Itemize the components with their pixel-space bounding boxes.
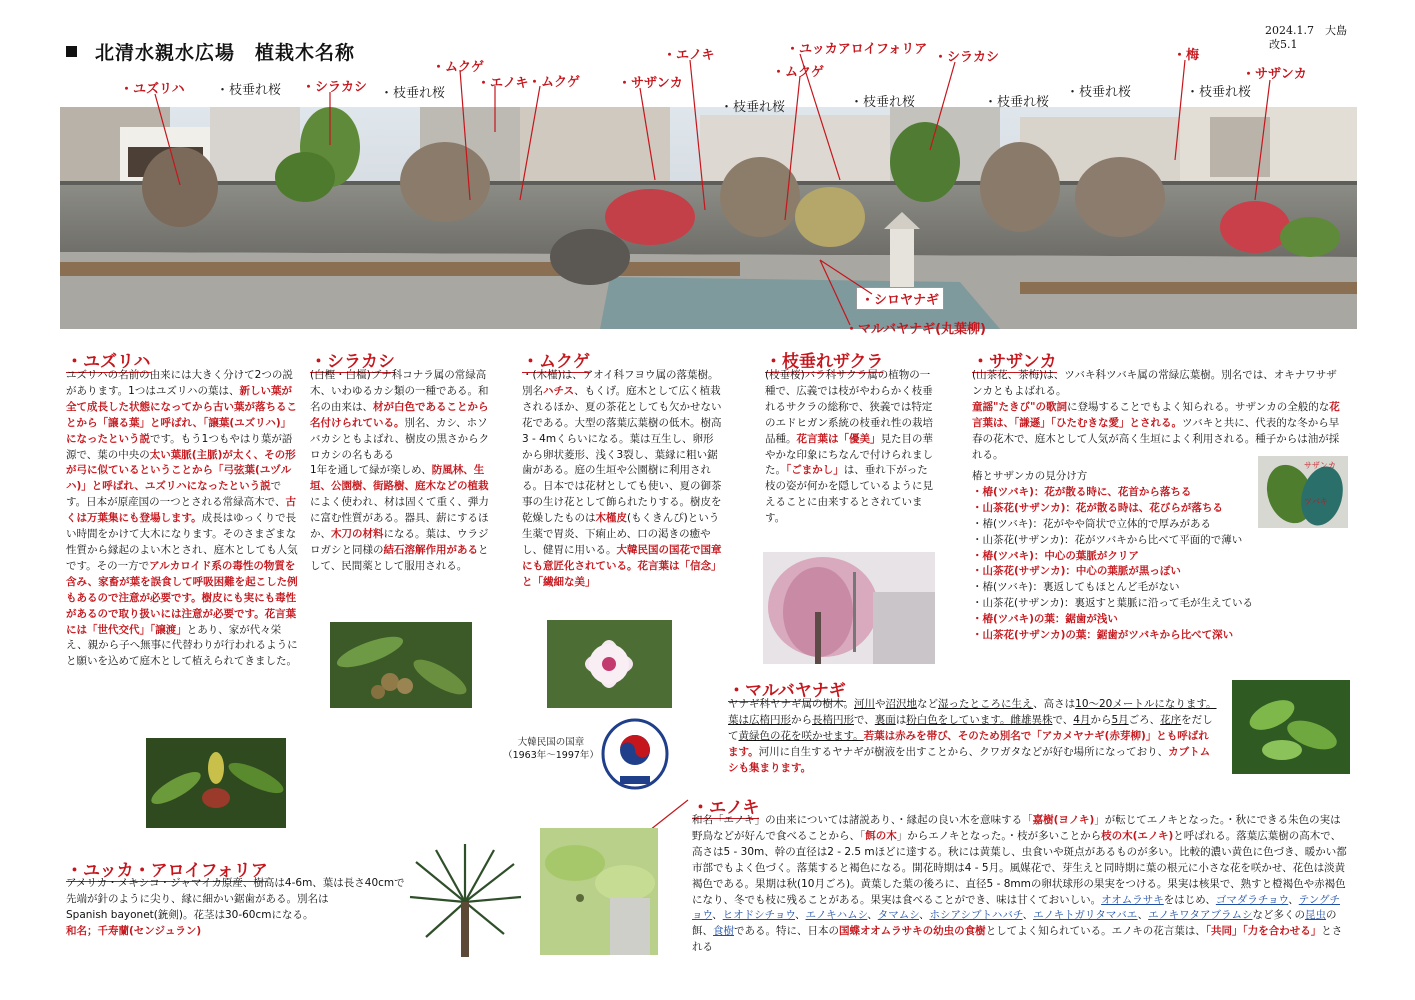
compare-item: ・山茶花(サザンカ)：花が散る時は、花びらが落ちる (972, 501, 1223, 514)
label-ume: ・梅 (1173, 48, 1200, 63)
label-shirakashi-2: ・シラカシ (934, 50, 1000, 65)
compare-item: ・山茶花(サザンカ)：裏返すと葉脈に沿って毛が生えている (972, 597, 1253, 610)
emblem-caption (496, 736, 606, 762)
heading-sazanka: ・サザンカ (972, 352, 1057, 372)
label-shiroyanagi: ・シロヤナギ (856, 287, 944, 310)
text-yuzuriha: ユズリハの名前の由来には大きく分けて2つの説があります。1つはユズリハの葉は、新しい葉が全て成長した状態になってから古い葉が落ちることから「譲る葉」と呼ばれ、「譲葉(ユズリハ)」になったという説です。もう1つもやはり葉が語源で、葉の中央の太い葉脈(主脈)が太く、その形が弓に似ているということから「弓弦葉(ユヅルハ)」と呼ばれ、ユズリハになったという説です。日本が原産国の一つとされる常緑高木で、古くは万葉集にも登場します。成長はゆっくりで長い時間をかけて大木になります。そのさまざまな性質から縁起のよい木とされ、庭木としても人気です。その一方でアルカロイド系の毒性の物質を含み、家畜が葉を誤食して呼吸困難を起こした例もあるので注意が必要です。樹皮にも実にも毒性があるので取り扱いには注意が必要です。花言葉には「世代交代」「譲渡」とあり、家が代々栄え、親から子へ無事に代替わりが行われるようにと願いを込めて庭木として植えられてきました。 (66, 369, 298, 668)
heading-yucca: ・ユッカ・アロイフォリア (66, 861, 268, 881)
link-hiodoshichou[interactable]: ヒオドシチョウ (722, 909, 796, 922)
link-shokuju[interactable]: 食樹 (713, 925, 734, 938)
label-edashidare-7: ・枝垂れ桜 (1186, 85, 1252, 100)
text-marubayanagi: ヤナギ科ヤナギ属の樹木。河川や沼沢地など湿ったところに生え、高さは10～20メートルになります。葉は広楕円形から長楕円形で、裏面は粉白色をしています。雌雄異株で、4月から5月ごろ、花序をだして黄緑色の花を咲かせます。若葉は赤みを帯び、そのため別名で「アカメヤナギ(赤芽柳)」とも呼ばれます。河川に自生するヤナギが樹液を出すことから、クワガタなどが好む場所になっており、カブトムシも集まります。 (728, 698, 1217, 774)
compare-item: ・椿(ツバキ)：花が散る時に、花首から落ちる (972, 485, 1192, 498)
emblem-caption-years: （1963年～1997年） (503, 750, 599, 761)
photo-mukuge (547, 620, 672, 708)
photo-sazanka-leaves (1258, 456, 1348, 528)
link-enokiwataaburamushi[interactable]: エノキワタアブラムシ (1148, 909, 1253, 922)
text-yucca: アメリカ・メキシコ・ジャマイカ原産、樹高は4-6m、葉は長さ40cmで先端が針のように尖り、縁に細かい鋸歯がある。別名は Spanish bayonet(銃剣)。花茎は30-60cmになる。 和名；千寿蘭(センジュラン) (66, 877, 405, 937)
link-enokitogaritamabae[interactable]: エノキトガリタマバエ (1033, 909, 1138, 922)
compare-item: ・椿(ツバキ)の葉：鋸歯が浅い (972, 613, 1118, 626)
sazanka-compare-list (972, 469, 1262, 644)
label-edashidare-4: ・枝垂れ桜 (850, 95, 916, 110)
heading-enoki: ・エノキ (692, 798, 760, 818)
heading-edashidare: ・枝垂れザクラ (765, 352, 884, 372)
heading-yuzuriha: ・ユズリハ (66, 352, 151, 372)
heading-shirakashi: ・シラカシ (310, 352, 395, 372)
link-gomadarachou[interactable]: ゴマダラチョウ (1215, 893, 1289, 906)
link-tamamushi[interactable]: タマムシ (877, 909, 919, 922)
label-sazanka-1: ・サザンカ (618, 76, 683, 91)
label-shirakashi-1: ・シラカシ (302, 80, 368, 95)
photo-shirakashi (330, 622, 472, 708)
compare-item: ・山茶花(サザンカ)の葉：鋸歯がツバキから比べて深い (972, 629, 1234, 642)
label-edashidare-3: ・枝垂れ桜 (720, 100, 786, 115)
compare-title: 椿とサザンカの見分け方 (972, 470, 1088, 482)
label-enoki-2: ・エノキ (663, 48, 715, 63)
compare-item: ・山茶花(サザンカ)：中心の葉脈が黒っぽい (972, 565, 1181, 578)
label-sazanka-2: ・サザンカ (1242, 67, 1307, 82)
link-oomurasaki[interactable]: オオムラサキ (1101, 893, 1164, 906)
label-yuzuriha: ・ユズリハ (120, 82, 185, 97)
text-shirakashi: (白樫・白橿)ブナ科コナラ属の常緑高木、いわゆるカシ類の一種である。和名の由来は、材が白色であることから名付けられている。別名、カシ、ホソバカシともよばれ、樹皮の黒さからクロカシの名もある 1年を通して緑が楽しめ、防風林、生垣、公園樹、街路樹、庭木などの植栽によく使われ、材は固くて重く、弾力に富む性質がある。器具、薪にするほか、木刀の材料になる。葉は、ウラジロガシと同様の結石溶解作用があるとして、民間薬として服用される。 (310, 369, 490, 572)
compare-item: ・椿(ツバキ)：裏返してもほとんど毛がない (972, 581, 1180, 594)
korea-emblem-icon (598, 716, 672, 796)
link-tengchou[interactable]: テングチョウ (692, 893, 1340, 922)
photo-enoki (540, 828, 658, 955)
link-enokihamushi[interactable]: エノキハムシ (805, 909, 868, 922)
compare-item: ・椿(ツバキ)：花がやや筒状で立体的で厚みがある (972, 517, 1211, 530)
heading-marubayanagi: ・マルバヤナギ (728, 681, 846, 701)
text-enoki: 和名「エノキ」の由来については諸説あり、・縁起の良い木を意味する「嘉樹(ヨノキ)」が転じてエノキとなった。・秋にできる朱色の実は野鳥などが好んで食べることから、「餌の木」からエノキとなった。・枝が多いことから枝の木(エノキ)と呼ばれる。落葉広葉樹の高木で、高さは5 - 30m、幹の直径は2 - 2.5 mほどに達する。秋には黄葉し、虫食いや斑点があるものが多い。比較的濃い黄色に色づき、暖かい都市部でもよく色づく。落葉すると褐色になる。開花時期は4 - 5月。風媒花で、芽生えと同時期に葉の根元に小さな花を咲かせ、花色は淡黄褐色である。果期は秋(10月ごろ)。黄葉した葉の後ろに、直径5 - 8mmの卵状球形の果実をつける。果実は核果で、熟すと橙褐色や赤褐色になり、冬でも枝に残ることがある。果実は食べることができ、味は甘くておいしい。オオムラサキをはじめ、ゴマダラチョウ、テングチョウ、ヒオドシチョウ、エノキハムシ、タマムシ、ホシアシブトハバチ、エノキトガリタマバエ、エノキワタアブラムシなど多くの昆虫の餌、食樹である。特に、日本の国蝶オオムラサキの幼虫の食樹としてよく知られている。エノキの花言葉は、「共同」「力を合わせる」とされる (692, 814, 1347, 954)
text-sazanka: (山茶花、茶梅)は、ツバキ科ツバキ属の常緑広葉樹。別名では、オキナワサザンカともよばれる。 童謡"たきび"の歌詞に登場することでもよく知られる。サザンカの全般的な花言葉は、「謙遜」「ひたむきな愛」とされる。ツバキと共に、代表的な冬から早春の花木で、庭木として人気が高く生垣によく利用される。種子からは油が採れる。 (972, 369, 1340, 461)
leaf-label-sazanka: サザンカ (1304, 461, 1336, 470)
label-mukuge-2: ・ムクゲ (528, 75, 581, 90)
heading-mukuge: ・ムクゲ (522, 352, 590, 372)
emblem-caption-title: 大韓民国の国章 (517, 737, 585, 748)
label-edashidare-6: ・枝垂れ桜 (1066, 85, 1132, 100)
label-edashidare-1: ・枝垂れ桜 (216, 83, 282, 98)
label-yucca: ・ユッカアロイフォリア (786, 42, 928, 57)
leaf-label-tsubaki: ツバキ (1304, 497, 1328, 506)
photo-yucca (406, 842, 524, 960)
photo-edashidare (763, 552, 935, 664)
link-konchu[interactable]: 昆虫 (1304, 909, 1326, 922)
revision-text: 改5.1 (1269, 38, 1298, 51)
compare-item: ・山茶花(サザンカ)：花がツバキから比べて平面的で薄い (972, 533, 1243, 546)
label-mukuge-3: ・ムクゲ (772, 65, 825, 80)
label-enoki-1: ・エノキ (477, 76, 529, 91)
label-marubayanagi: ・マルバヤナギ(丸葉柳) (845, 322, 986, 337)
label-mukuge-1: ・ムクゲ (432, 60, 485, 75)
text-mukuge: ・(木槿)は、アオイ科フヨウ属の落葉樹。別名ハチス、もくげ。庭木として広く植栽されるほか、夏の茶花としても欠かせない花である。大型の落葉広葉樹の低木。樹高3 - 4mくらいになる。葉は互生し、卵形から卵状菱形、浅く3裂し、葉縁に粗い鋸歯がある。庭の生垣や公園樹に利用される。日本では花材としても使い、夏の御茶事の生け花として飾られたりする。樹皮を乾燥したものは木槿皮(もくきんぴ)という生薬で胃炎、下痢止め、口の渇きの癒やし、健胃に用いる。大韓民国の国花で国章にも意匠化されている。花言葉は「信念」と「繊細な美」 (522, 369, 722, 588)
photo-yuzuriha (146, 738, 286, 828)
label-edashidare-2: ・枝垂れ桜 (380, 86, 446, 101)
label-edashidare-5: ・枝垂れ桜 (984, 95, 1050, 110)
text-edashidare: (枝垂桜)バラ科サクラ属の植物の一種で、広義では枝がやわらかく枝垂れるサクラの総称で、狭義では特定のエドヒガン系統の枝垂れ性の栽培品種。花言葉は「優美」見た目の華やかな印象にちなんで付けられました。「ごまかし」は、垂れ下がった枝の姿が何かを隠しているように見えることに由来するとされています。 (765, 369, 933, 525)
page-title-text: 北清水親水広場 植栽木名称 (95, 42, 356, 64)
photo-marubayanagi (1232, 680, 1350, 774)
date-text: 2024.1.7 大島 (1265, 24, 1347, 37)
compare-item: ・椿(ツバキ)：中心の葉脈がクリア (972, 549, 1139, 562)
link-hoshiashibutohabachi[interactable]: ホシアシブトハバチ (929, 909, 1023, 922)
